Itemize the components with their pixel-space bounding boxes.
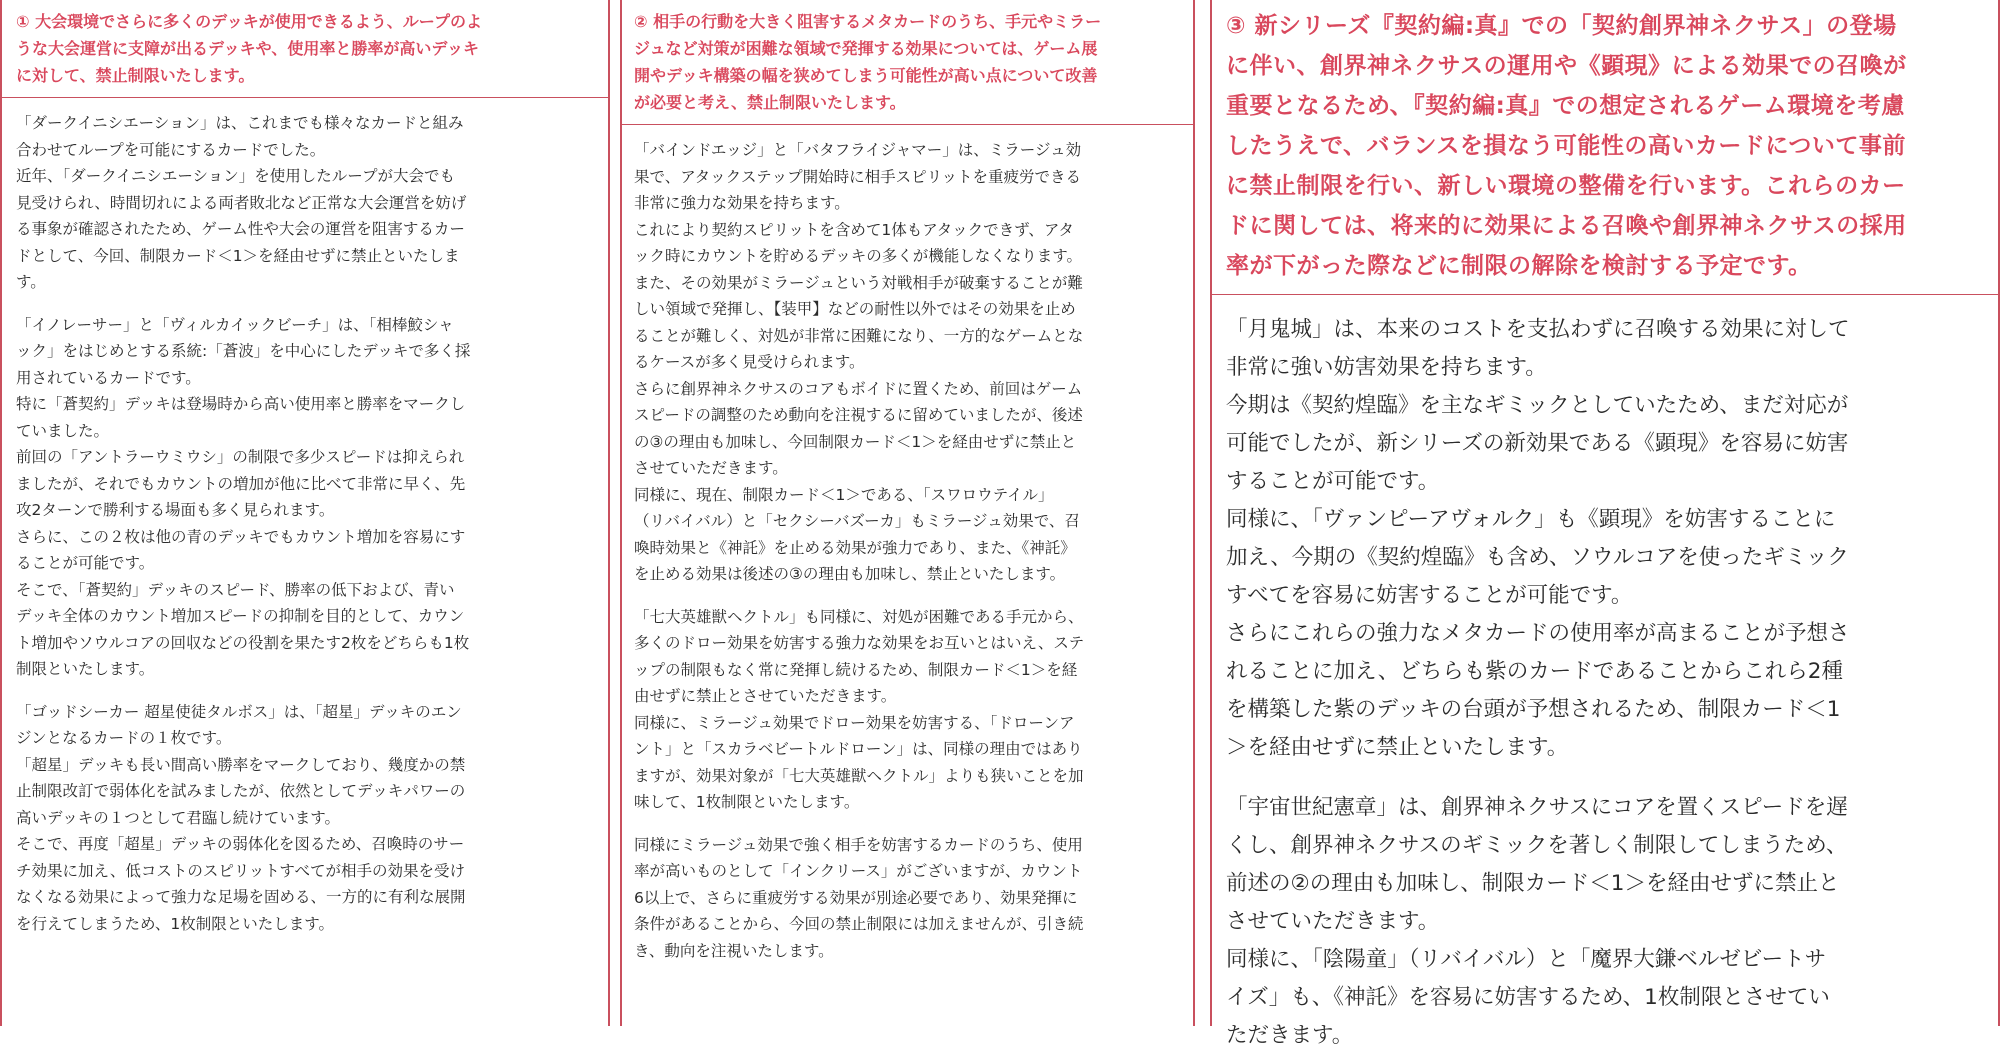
paragraph: 「宇宙世紀憲章」は、創界神ネクサスにコアを置くスピードを遅 くし、創界神ネクサスのギミックを著しく制限してしまうため、 前述の②の理由も加味し、制限カード＜1＞を経由せずに禁止と させていただきます。 同様に、「陰陽童」（リバイバル）と「魔界大鎌ベルゼビートサ イズ」も、《神託》を容易に妨害するため、1枚制限とさせてい ただきます。 — [1226, 795, 1848, 1048]
column-reason-3 — [1210, 0, 2000, 1048]
column-reason-1 — [0, 0, 610, 1026]
paragraph: 「ゴッドシーカー 超星使徒タルボス」は、「超星」デッキのエン ジンとなるカードの１枚です。 「超星」デッキも長い間高い勝率をマークしており、幾度かの禁 止制限改訂で弱体化を試みましたが、依然としてデッキパワーの 高いデッキの１つとして君臨し続けています。 そこで、再度「超星」デッキの弱体化を図るため、召喚時のサー チ効果に加え、低コストのスピリットすべてが相手の効果を受け なくなる効果によって強力な足場を固める、一方的に有利な展開 を行えてしまうため、1枚制限といたします。 — [16, 702, 466, 933]
paragraph: 「バインドエッジ」と「バタフライジャマー」は、ミラージュ効 果で、アタックステップ開始時に相手スピリットを重疲労できる 非常に強力な効果を持ちます。 これにより契約スピリットを含めて1体もアタックできず、アタ ック時にカウントを貯めるデッキの多くが機能しなくなります。 また、その効果がミラージュという対戦相手が破棄することが難 しい領域で発揮し、【装甲】などの耐性以外ではその効果を止め ることが難しく、対処が非常に困難になり、一方的なゲームとな るケースが多く見受けられます。 さらに創界神ネクサスのコアもボイドに置くため、前回はゲーム スピードの調整のため動向を注視するに留めていましたが、後述 の③の理由も加味し、今回制限カード＜1＞を経由せずに禁止と させていただきます。 同様に、現在、制限カード＜1＞である、「スワロウテイル」 （リバイバル）と「セクシーバズーカ」もミラージュ効果で、召 喚時効果と《神託》を止める効果が強力であり、また、《神託》 を止める効果は後述の③の理由も加味し、禁止といたします。 — [634, 141, 1084, 583]
heading-divider — [622, 124, 1193, 125]
reason-2-heading: ② 相手の行動を大きく阻害するメタカードのうち、手元やミラー ジュなど対策が困難な領域で発揮する効果については、ゲーム展 開やデッキ構築の幅を狭めてしまう可能性が高い点について改善 が必要と考え、禁止制限いたします。 — [634, 12, 1102, 112]
reason-3-heading: ③ 新シリーズ『契約編:真』での「契約創界神ネクサス」の登場 に伴い、創界神ネクサスの運用や《顕現》による効果での召喚が 重要となるため、『契約編:真』での想定されるゲーム環境を考慮 したうえで、バランスを損なう可能性の高いカードについて事前 に禁止制限を行い、新しい環境の整備を行います。これらのカー ドに関しては、将来的に効果による召喚や創界神ネクサスの採用 率が下がった際などに制限の解除を検討する予定です。 — [1226, 13, 1907, 279]
heading-divider — [2, 97, 608, 98]
paragraph: 「七大英雄獣ヘクトル」も同様に、対処が困難である手元から、 多くのドロー効果を妨害する強力な効果をお互いとはいえ、ステ ップの制限もなく常に発揮し続けるため、制限カード＜1＞を経 由せずに禁止とさせていただきます。 同様に、ミラージュ効果でドロー効果を妨害する、「ドローンア ント」と「スカラベビートルドローン」は、同様の理由ではあり ますが、効果対象が「七大英雄獣ヘクトル」よりも狭いことを加 味して、1枚制限といたします。 — [634, 607, 1085, 811]
heading-divider — [1212, 294, 1998, 295]
reason-1-heading: ① 大会環境でさらに多くのデッキが使用できるよう、ループのよ うな大会運営に支障が出るデッキや、使用率と勝率が高いデッキ に対して、禁止制限いたします。 — [16, 12, 482, 85]
paragraph: 「月鬼城」は、本来のコストを支払わずに召喚する効果に対して 非常に強い妨害効果を持ちます。 今期は《契約煌臨》を主なギミックとしていたため、まだ対応が 可能でしたが、新シリーズの新効果である《顕現》を容易に妨害 することが可能です。 同様に、「ヴァンピーアヴォルク」も《顕現》を妨害することに 加え、今期の《契約煌臨》も含め、ソウルコアを使ったギミック すべてを容易に妨害することが可能です。 さらにこれらの強力なメタカードの使用率が高まることが予想さ れることに加え、どちらも紫のカードであることからこれら2種 を構築した紫のデッキの台頭が予想されるため、制限カード＜1 ＞を経由せずに禁止といたします。 — [1226, 317, 1850, 760]
column-reason-2 — [620, 0, 1195, 1026]
paragraph: 「イノレーサー」と「ヴィルカイックビーチ」は、「相棒鮫シャ ック」をはじめとする系統:「蒼波」を中心にしたデッキで多く採 用されているカードです。 特に「蒼契約」デッキは登場時から高い使用率と勝率をマークし ていました。 前回の「アントラーウミウシ」の制限で多少スピードは抑えられ ましたが、それでもカウントの増加が他に比べて非常に早く、先 攻2ターンで勝利する場面も多く見られます。 さらに、この２枚は他の青のデッキでもカウント増加を容易にす ることが可能です。 そこで、「蒼契約」デッキのスピード、勝率の低下および、青い デッキ全体のカウント増加スピードの抑制を目的として、カウン ト増加やソウルコアの回収などの役割を果たす2枚をどちらも1枚 制限といたします。 — [16, 315, 471, 678]
paragraph: 同様にミラージュ効果で強く相手を妨害するカードのうち、使用 率が高いものとして「インクリース」がございますが、カウント 6以上で、さらに重疲労する効果が別途必要であり、効果発揮に 条件があることから、今回の禁止制限には加えませんが、引き続 き、動向を注視いたします。 — [634, 835, 1084, 960]
paragraph: 「ダークイニシエーション」は、これまでも様々なカードと組み 合わせてループを可能にするカードでした。 近年、「ダークイニシエーション」を使用したループが大会でも 見受けられ、時間切れによる両者敗北など正常な大会運営を妨げ る事象が確認されたため、ゲーム性や大会の運営を阻害するカー ドとして、今回、制限カード＜1＞を経由せずに禁止といたしま す。 — [16, 114, 467, 291]
